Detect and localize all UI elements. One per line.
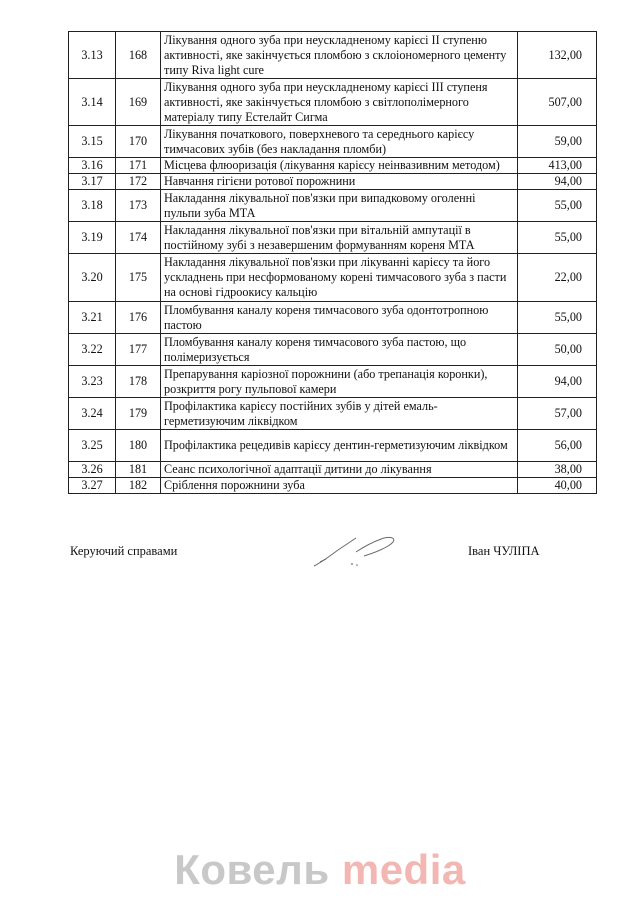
section-number-cell: 3.20 [69, 254, 116, 302]
item-number-cell: 172 [116, 174, 161, 190]
watermark-logo [0, 846, 640, 894]
price-table [68, 31, 597, 494]
section-number-cell: 3.17 [69, 174, 116, 190]
signatory-role: Керуючий справами [70, 544, 178, 558]
item-number-cell: 181 [116, 462, 161, 478]
item-number-cell: 175 [116, 254, 161, 302]
table-row [69, 126, 597, 158]
item-number-cell: 176 [116, 302, 161, 334]
price-cell: 50,00 [518, 334, 597, 366]
price-cell: 132,00 [518, 32, 597, 79]
item-number-cell: 168 [116, 32, 161, 79]
price-cell: 57,00 [518, 398, 597, 430]
price-cell: 94,00 [518, 366, 597, 398]
table-row [69, 478, 597, 494]
item-number-cell: 178 [116, 366, 161, 398]
item-number-cell: 179 [116, 398, 161, 430]
section-number-cell: 3.21 [69, 302, 116, 334]
service-description-cell: Навчання гігієни ротової порожнини [161, 174, 518, 190]
item-number-cell: 171 [116, 158, 161, 174]
price-cell: 413,00 [518, 158, 597, 174]
item-number-cell: 180 [116, 430, 161, 462]
item-number-cell: 173 [116, 190, 161, 222]
service-description-cell: Профілактика рецедивів карієсу дентин-герметизуючим ліквідком [161, 430, 518, 462]
price-cell: 55,00 [518, 222, 597, 254]
service-description-cell: Пломбування каналу кореня тимчасового зуба пастою, що полімеризується [161, 334, 518, 366]
section-number-cell: 3.13 [69, 32, 116, 79]
service-description-cell: Профілактика карієсу постійних зубів у дітей емаль-герметизуючим ліквідком [161, 398, 518, 430]
service-description-cell: Накладання лікувальної пов'язки при лікуванні карієсу та його ускладнень при несформованому корені тимчасового зуба з пасти на основі гідроокису кальцію [161, 254, 518, 302]
section-number-cell: 3.16 [69, 158, 116, 174]
table-row [69, 174, 597, 190]
section-number-cell: 3.25 [69, 430, 116, 462]
section-number-cell: 3.18 [69, 190, 116, 222]
price-cell: 38,00 [518, 462, 597, 478]
section-number-cell: 3.15 [69, 126, 116, 158]
service-description-cell: Сеанс психологічної адаптації дитини до лікування [161, 462, 518, 478]
table-row [69, 430, 597, 462]
service-description-cell: Препарування каріозної порожнини (або трепанація коронки), розкриття рогу пульпової камери [161, 366, 518, 398]
item-number-cell: 182 [116, 478, 161, 494]
table-row [69, 190, 597, 222]
section-number-cell: 3.22 [69, 334, 116, 366]
section-number-cell: 3.27 [69, 478, 116, 494]
price-cell: 94,00 [518, 174, 597, 190]
service-description-cell: Місцева флюоризація (лікування карієсу неінвазивним методом) [161, 158, 518, 174]
section-number-cell: 3.23 [69, 366, 116, 398]
section-number-cell: 3.19 [69, 222, 116, 254]
section-number-cell: 3.24 [69, 398, 116, 430]
table-row [69, 302, 597, 334]
service-description-cell: Лікування одного зуба при неускладненому карієсі III ступеня активності, яке закінчується пломбою з світлополімерного матеріалу типу Естелайт Сигма [161, 79, 518, 126]
signatory-name: Іван ЧУЛІПА [468, 544, 540, 558]
item-number-cell: 177 [116, 334, 161, 366]
service-description-cell: Накладання лікувальної пов'язки при вітальній ампутації в постійному зубі з незавершеним формуванням кореня МТА [161, 222, 518, 254]
table-row [69, 334, 597, 366]
price-cell: 55,00 [518, 302, 597, 334]
item-number-cell: 170 [116, 126, 161, 158]
section-number-cell: 3.14 [69, 79, 116, 126]
table-row [69, 79, 597, 126]
service-description-cell: Пломбування каналу кореня тимчасового зуба одонтотропною пастою [161, 302, 518, 334]
price-cell: 55,00 [518, 190, 597, 222]
section-number-cell: 3.26 [69, 462, 116, 478]
table-row [69, 32, 597, 79]
item-number-cell: 174 [116, 222, 161, 254]
watermark-part1: Ковель [174, 846, 330, 893]
price-cell: 40,00 [518, 478, 597, 494]
service-description-cell: Лікування одного зуба при неускладненому карієсі II ступеню активності, яке закінчується пломбою з склоіономерного цементу типу Riva light cure [161, 32, 518, 79]
price-cell: 507,00 [518, 79, 597, 126]
table-row [69, 462, 597, 478]
table-row [69, 222, 597, 254]
table-row [69, 158, 597, 174]
item-number-cell: 169 [116, 79, 161, 126]
table-row [69, 366, 597, 398]
price-cell: 59,00 [518, 126, 597, 158]
price-cell: 56,00 [518, 430, 597, 462]
service-description-cell: Сріблення порожнини зуба [161, 478, 518, 494]
service-description-cell: Лікування початкового, поверхневого та середнього карієсу тимчасових зубів (без накладання пломби) [161, 126, 518, 158]
table-row [69, 254, 597, 302]
table-row [69, 398, 597, 430]
handwritten-signature [300, 532, 410, 572]
price-cell: 22,00 [518, 254, 597, 302]
service-description-cell: Накладання лікувальної пов'язки при випадковому оголенні пульпи зуба МТА [161, 190, 518, 222]
watermark-part2: media [341, 846, 466, 893]
